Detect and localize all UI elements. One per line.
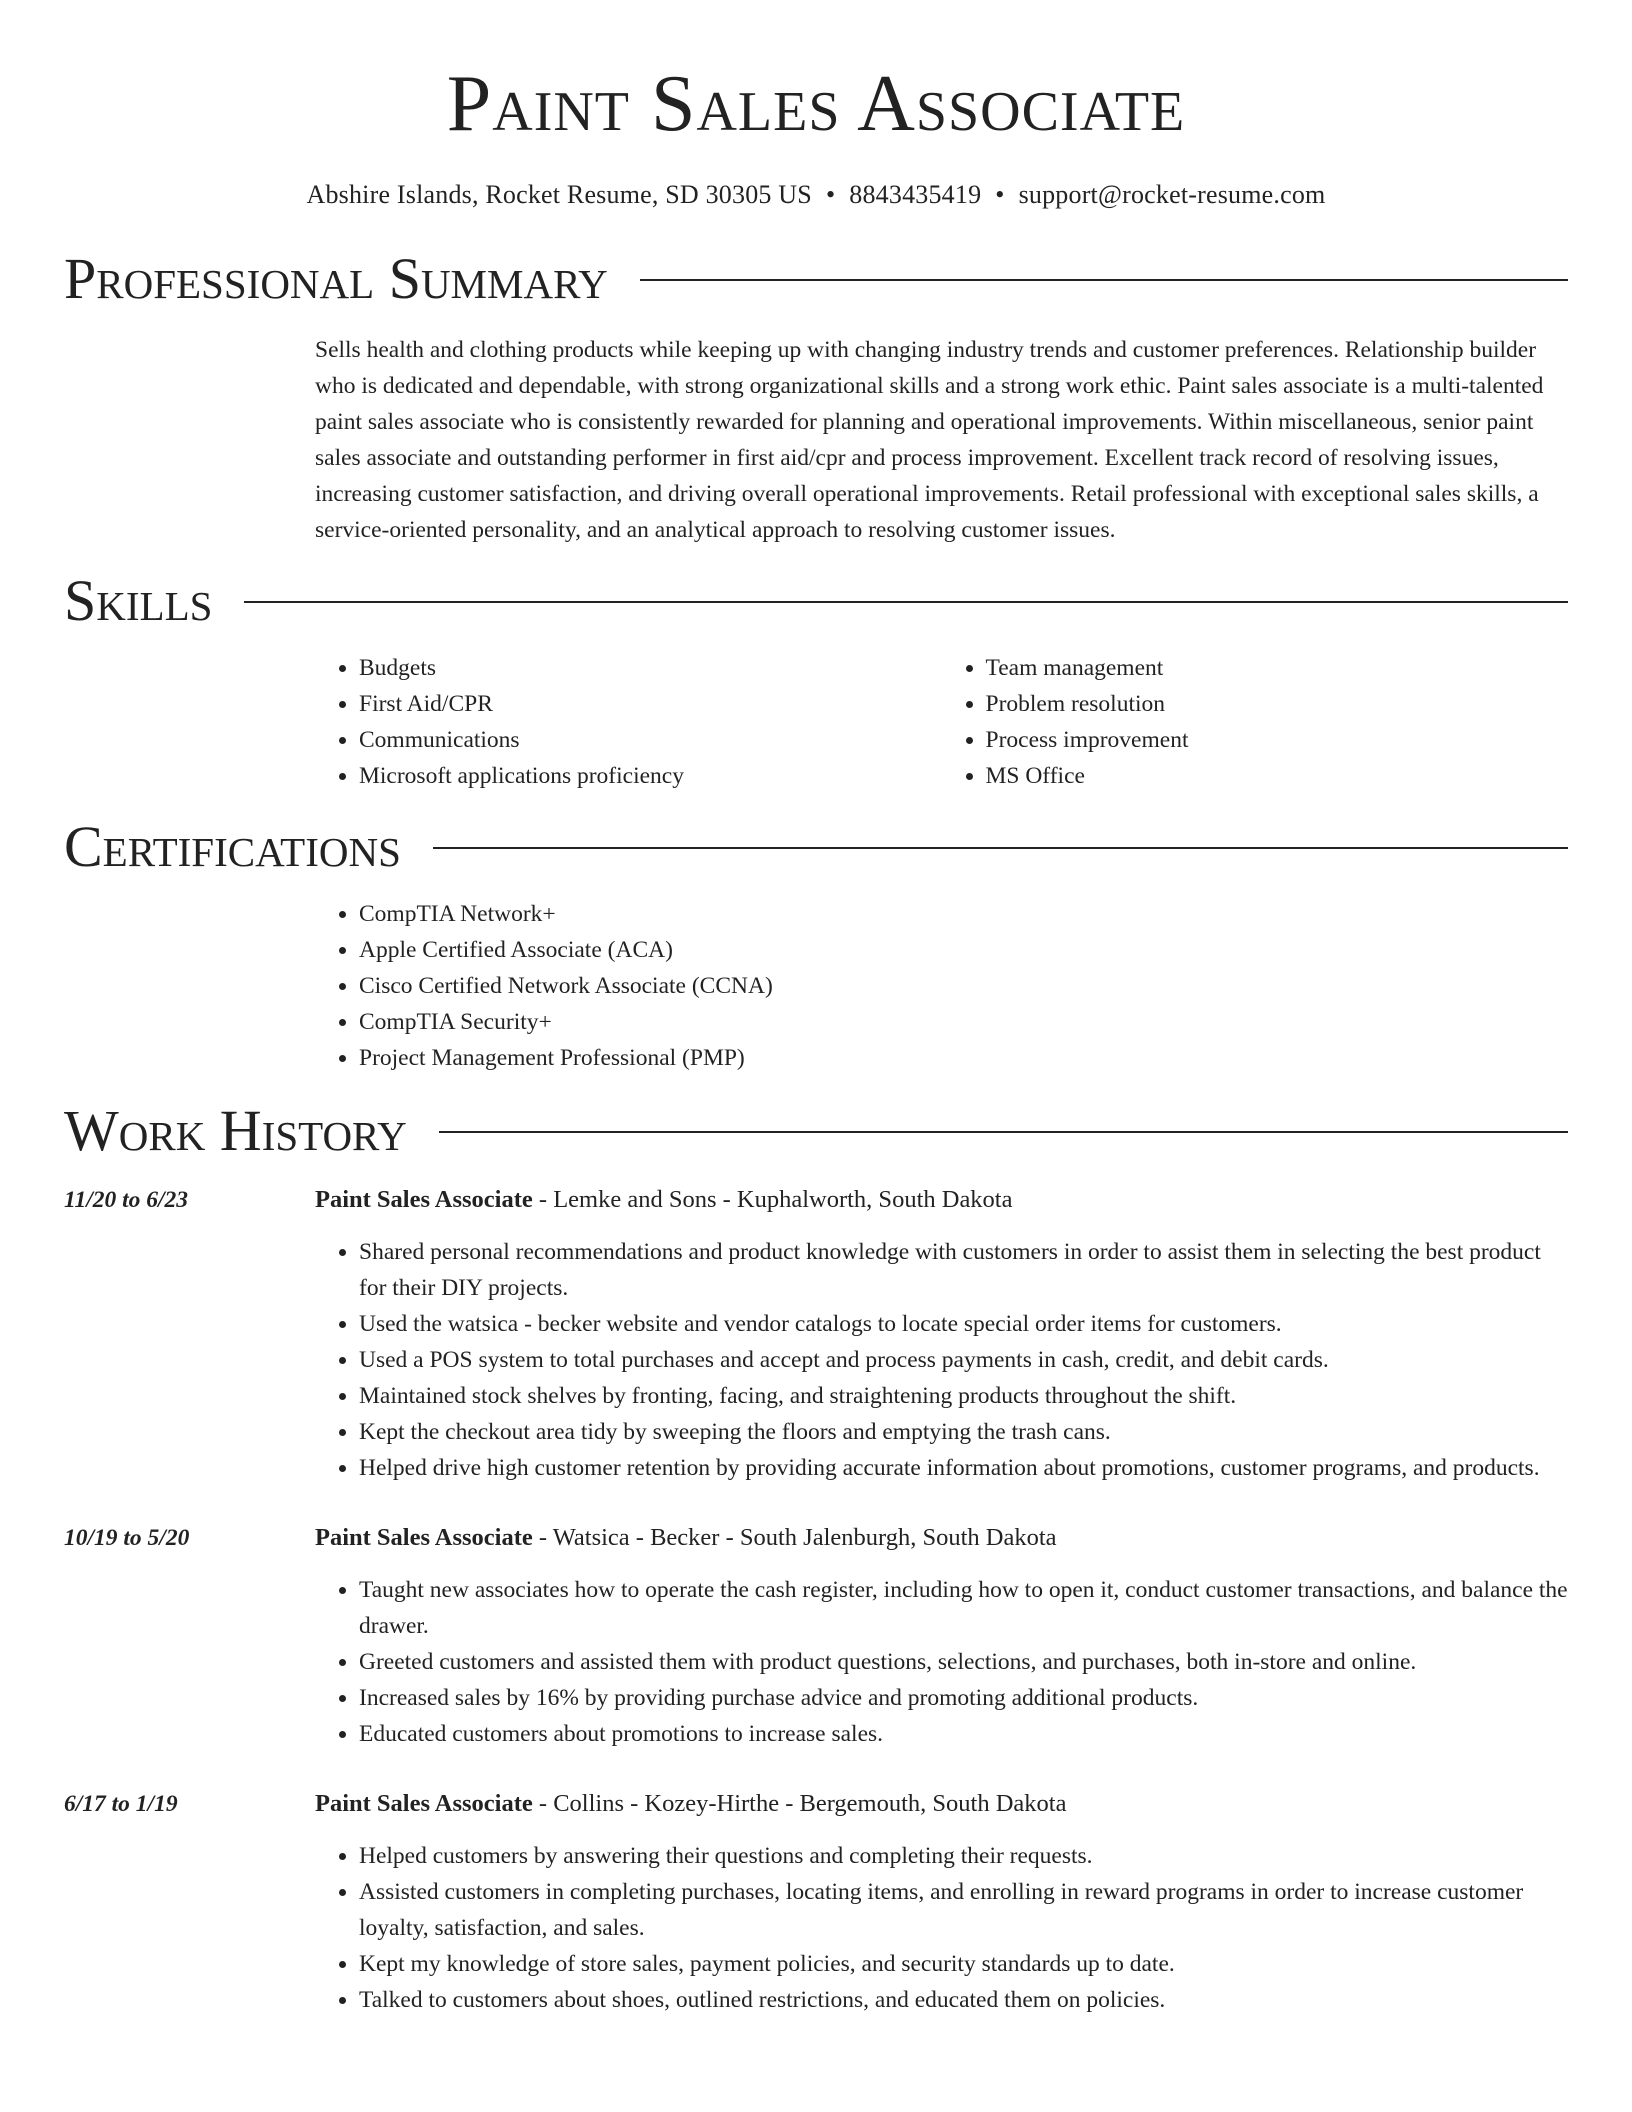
work-history-heading: Work History xyxy=(64,1098,407,1163)
job-title: Paint Sales Associate xyxy=(315,1790,533,1817)
skills-list xyxy=(315,650,1568,794)
contact-line xyxy=(64,180,1568,210)
job-dates: 6/17 to 1/19 xyxy=(64,1791,178,1817)
job-body xyxy=(315,1520,1568,1752)
certification-item: • CompTIA Network+ xyxy=(359,896,1568,932)
skill-item: • Communications xyxy=(359,722,942,758)
summary-text: Sells health and clothing products while keeping up with changing industry trends and customer preferences. Relationship builder who is dedicated and dependable, with strong organizational skills and a strong work ethic. Paint sales associate is a multi-talented paint sales associate who is consistently rewarded for planning and operational improvements. Within miscellaneous, senior paint sales associate and outstanding performer in first aid/cpr and process improvement. Excellent track record of resolving issues, increasing customer satisfaction, and driving overall operational improvements. Retail professional with exceptional sales skills, a service-oriented personality, and an analytical approach to resolving customer issues. xyxy=(315,337,1544,543)
section-divider xyxy=(244,601,1568,603)
job-title-line xyxy=(315,1182,1568,1218)
job-bullet: • Talked to customers about shoes, outlined restrictions, and educated them on policies. xyxy=(359,1982,1568,2018)
job-bullets xyxy=(315,1572,1568,1752)
contact-email: support@rocket-resume.com xyxy=(1018,180,1326,209)
certification-item: • Cisco Certified Network Associate (CCNA) xyxy=(359,968,1568,1004)
job-bullet: • Increased sales by 16% by providing purchase advice and promoting additional products. xyxy=(359,1680,1568,1716)
certifications-section-header xyxy=(64,814,1568,879)
job-bullet: • Taught new associates how to operate the cash register, including how to open it, conduct customer transactions, and balance the drawer. xyxy=(359,1572,1568,1644)
section-divider xyxy=(439,1131,1568,1133)
summary-heading: Professional Summary xyxy=(64,246,608,311)
certifications-bullets xyxy=(315,896,1568,1076)
skills-heading: Skills xyxy=(64,568,213,633)
skill-item: • Microsoft applications proficiency xyxy=(359,758,942,794)
job-title: Paint Sales Associate xyxy=(315,1524,533,1551)
job-bullet: • Used a POS system to total purchases and accept and process payments in cash, credit, and debit cards. xyxy=(359,1342,1568,1378)
contact-phone: 8843435419 xyxy=(849,180,982,209)
certification-item: • CompTIA Security+ xyxy=(359,1004,1568,1040)
skill-item: • MS Office xyxy=(986,758,1569,794)
job-employer: - Collins - Kozey-Hirthe - Bergemouth, South Dakota xyxy=(532,1790,1067,1817)
certifications-heading: Certifications xyxy=(64,814,401,879)
job-entry xyxy=(64,1520,1568,1752)
certifications-list xyxy=(315,896,1568,1076)
skills-column-left xyxy=(315,650,942,794)
job-body xyxy=(315,1786,1568,2018)
job-body xyxy=(315,1182,1568,1486)
contact-separator: • xyxy=(825,180,836,209)
certification-item: • Project Management Professional (PMP) xyxy=(359,1040,1568,1076)
job-bullet: • Shared personal recommendations and product knowledge with customers in order to assist them in selecting the best product for their DIY projects. xyxy=(359,1234,1568,1306)
summary-section-header xyxy=(64,246,1568,311)
skills-section-header xyxy=(64,568,1568,633)
job-title-line xyxy=(315,1786,1568,1822)
job-bullet: • Greeted customers and assisted them with product questions, selections, and purchases, both in-store and online. xyxy=(359,1644,1568,1680)
job-bullet: • Helped drive high customer retention by providing accurate information about promotions, customer programs, and products. xyxy=(359,1450,1568,1486)
resume-name: Paint Sales Associate xyxy=(446,60,1186,148)
job-bullets xyxy=(315,1234,1568,1486)
job-dates: 10/19 to 5/20 xyxy=(64,1525,190,1551)
skill-item: • Budgets xyxy=(359,650,942,686)
section-divider xyxy=(433,847,1568,849)
job-bullet: • Assisted customers in completing purchases, locating items, and enrolling in reward programs in order to increase customer loyalty, satisfaction, and sales. xyxy=(359,1874,1568,1946)
skills-column-right xyxy=(942,650,1569,794)
work-history-section-header xyxy=(64,1098,1568,1163)
contact-address: Abshire Islands, Rocket Resume, SD 30305 US xyxy=(306,180,812,209)
skill-item: • First Aid/CPR xyxy=(359,686,942,722)
job-title: Paint Sales Associate xyxy=(315,1186,533,1213)
job-entry xyxy=(64,1182,1568,1486)
job-employer: - Watsica - Becker - South Jalenburgh, South Dakota xyxy=(532,1524,1057,1551)
job-employer: - Lemke and Sons - Kuphalworth, South Dakota xyxy=(532,1186,1013,1213)
certification-item: • Apple Certified Associate (ACA) xyxy=(359,932,1568,968)
job-bullet: • Used the watsica - becker website and vendor catalogs to locate special order items for customers. xyxy=(359,1306,1568,1342)
job-dates: 11/20 to 6/23 xyxy=(64,1187,189,1213)
skill-item: • Process improvement xyxy=(986,722,1569,758)
job-bullet: • Kept my knowledge of store sales, payment policies, and security standards up to date. xyxy=(359,1946,1568,1982)
job-bullet: • Maintained stock shelves by fronting, facing, and straightening products throughout the shift. xyxy=(359,1378,1568,1414)
job-bullet: • Kept the checkout area tidy by sweeping the floors and emptying the trash cans. xyxy=(359,1414,1568,1450)
skill-item: • Problem resolution xyxy=(986,686,1569,722)
job-bullet: • Helped customers by answering their questions and completing their requests. xyxy=(359,1838,1568,1874)
skill-item: • Team management xyxy=(986,650,1569,686)
contact-separator: • xyxy=(995,180,1005,209)
job-bullets xyxy=(315,1838,1568,2018)
section-divider xyxy=(640,279,1568,281)
job-bullet: • Educated customers about promotions to increase sales. xyxy=(359,1716,1568,1752)
job-title-line xyxy=(315,1520,1568,1556)
job-entry xyxy=(64,1786,1568,2018)
